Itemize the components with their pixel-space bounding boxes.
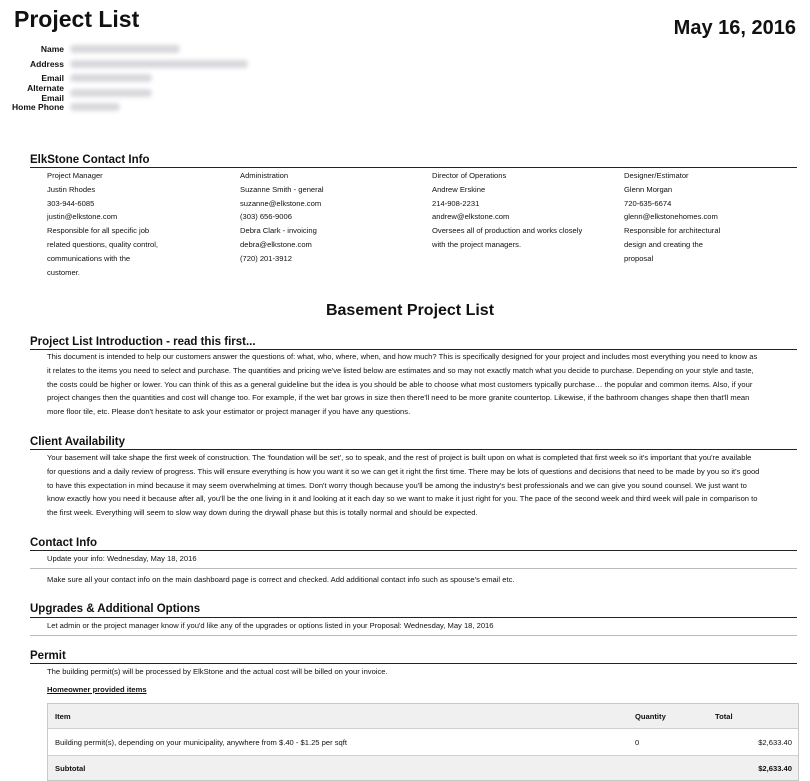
contact-line: Glenn Morgan <box>624 184 673 194</box>
info-row-alt-email <box>6 82 248 103</box>
permit-heading: Permit <box>30 650 66 662</box>
info-label: Home Phone <box>12 102 64 113</box>
subtotal-row <box>48 756 798 780</box>
section-divider <box>30 449 797 450</box>
contact-line: andrew@elkstone.com <box>432 212 510 222</box>
info-row-address <box>6 57 248 72</box>
contact-line: communications with the <box>47 253 131 263</box>
contact-column <box>624 169 774 266</box>
contact-line: with the project managers. <box>432 239 522 249</box>
contact-info-heading: Contact Info <box>30 537 98 549</box>
contact-line: (303) 656-9006 <box>240 212 292 222</box>
page-title: Project List <box>14 6 140 32</box>
redacted-value <box>70 103 120 111</box>
section-divider <box>30 617 797 618</box>
contact-line: design and creating the <box>624 239 703 249</box>
info-row-home-phone <box>6 100 248 115</box>
info-label: Name <box>40 44 64 55</box>
contact-line: 303-944-6085 <box>47 198 95 208</box>
redacted-value <box>70 60 248 68</box>
contacts-heading: ElkStone Contact Info <box>30 154 150 166</box>
section-divider <box>30 663 797 664</box>
section-divider <box>30 167 797 168</box>
contact-line: Administration <box>240 171 289 180</box>
text-line: to have this expectation in mind because it may seem overwhelming at times. Don't worry though because you'll be among the industry's best professionals and we can give you sound counsel. We just want to <box>47 480 747 490</box>
text-line: This document is intended to help our customers answer the questions of: what, who, where, when, and how much? This is specifically designed for your project and includes most everything you need to know as <box>47 352 758 361</box>
contact-column <box>47 169 197 279</box>
contact-line: (720) 201-3912 <box>240 253 292 263</box>
contact-line: 214-908-2231 <box>432 198 480 208</box>
contact-line: Project Manager <box>47 171 103 180</box>
text-line: Your basement will take shape the first week of construction. The 'foundation will be set', so to speak, and the rest of project is built upon on what is completed that first week so it's important that you're available <box>47 453 752 462</box>
contact-line: Responsible for architectural <box>624 226 721 236</box>
contact-line: debra@elkstone.com <box>240 239 312 249</box>
upgrades-line: Let admin or the project manager know if you'd like any of the upgrades or options listed in your Proposal: Wednesday, May 18, 2016 <box>47 621 494 630</box>
text-line: know exactly how you need it because after all, you'll be the one living in it and looking at it each day so we want to make it just right for you. The pace of the second week and third week will pale in comparison to <box>47 494 758 504</box>
info-row-name <box>6 42 248 57</box>
text-line: the first week. Everything will seem to slow way down during the drywall phase but this is totally normal and should be expected. <box>47 508 478 518</box>
text-line: it relates to the items you need to select and purchase. The quantities and pricing we've listed below are estimates and so may not exactly match what you decide to purchase. Depending on your style and taste, <box>47 365 754 375</box>
column-header-item: Item <box>55 711 71 721</box>
list-title: Basement Project List <box>325 302 495 319</box>
upgrades-heading: Upgrades & Additional Options <box>30 603 201 615</box>
contact-line: Director of Operations <box>432 171 507 180</box>
availability-paragraph <box>47 451 797 520</box>
contact-info-update: Update your info: Wednesday, May 18, 2016 <box>47 554 197 563</box>
intro-paragraph <box>47 350 797 419</box>
contact-line: justin@elkstone.com <box>47 212 118 222</box>
document-date: May 16, 2016 <box>673 17 796 39</box>
contact-column <box>432 169 612 252</box>
contact-column <box>240 169 390 266</box>
contact-line: related questions, quality control, <box>47 239 159 249</box>
contact-line: Debra Clark - invoicing <box>240 226 317 236</box>
text-line: project changes then the quantities and cost will change too. For example, if the wet bar grows in size then there'll need to be more granite countertop. Likewise, if the bathroom changes shape then that'll mean <box>47 393 750 403</box>
section-subdivider <box>30 568 797 569</box>
info-label: Alternate Email <box>27 82 64 103</box>
contact-info-note: Make sure all your contact info on the main dashboard page is correct and checked. Add additional contact info such as spouse's email etc. <box>47 575 515 584</box>
subtotal-value: $2,633.40 <box>758 763 792 773</box>
column-header-quantity: Quantity <box>635 711 666 721</box>
cell-quantity: 0 <box>635 737 640 747</box>
contact-line: Designer/Estimator <box>624 171 689 180</box>
redacted-value <box>70 74 152 82</box>
cell-total: $2,633.40 <box>758 737 792 747</box>
info-label: Email <box>41 73 64 84</box>
contact-line: Oversees all of production and works closely <box>432 226 583 236</box>
section-subdivider <box>30 635 797 636</box>
intro-heading: Project List Introduction - read this first... <box>30 336 256 348</box>
cell-item: Building permit(s), depending on your municipality, anywhere from $.40 - $1.25 per sqft <box>55 737 347 747</box>
text-line: for questions and a daily review of progress. This will ensure everything is how you want it so we can get it right the first time. There may be lots of questions and decisions that need to be made by you so it's good <box>47 466 760 476</box>
contact-line: Andrew Erskine <box>432 184 486 194</box>
contact-line: Responsible for all specific job <box>47 226 150 236</box>
contact-line: suzanne@elkstone.com <box>240 198 322 208</box>
contact-line: glenn@elkstonehomes.com <box>624 212 718 222</box>
permit-table <box>47 703 799 781</box>
table-row <box>48 729 798 756</box>
redacted-value <box>70 89 152 97</box>
homeowner-items-label: Homeowner provided items <box>47 685 147 694</box>
contact-line: 720-635-6674 <box>624 198 672 208</box>
contact-line: Suzanne Smith - general <box>240 184 324 194</box>
contact-line: customer. <box>47 267 80 277</box>
contact-line: Justin Rhodes <box>47 184 96 194</box>
redacted-value <box>70 45 180 53</box>
availability-heading: Client Availability <box>30 436 126 448</box>
text-line: the costs could be higher or lower. You can think of this as a general guideline but the idea is you should be able to choose what most customers typically purchase… the popular and common items. Also, if your <box>47 379 753 389</box>
text-line: more floor tile, etc. Please don't hesitate to ask your estimator or project manager if you have any questions. <box>47 407 411 417</box>
customer-info <box>6 42 248 115</box>
info-label: Address <box>29 58 64 69</box>
subtotal-label: Subtotal <box>55 763 86 773</box>
table-header <box>48 704 798 729</box>
permit-line: The building permit(s) will be processed by ElkStone and the actual cost will be billed on your invoice. <box>47 667 388 676</box>
contact-line: proposal <box>624 253 654 263</box>
section-divider <box>30 550 797 551</box>
column-header-total: Total <box>715 711 733 721</box>
